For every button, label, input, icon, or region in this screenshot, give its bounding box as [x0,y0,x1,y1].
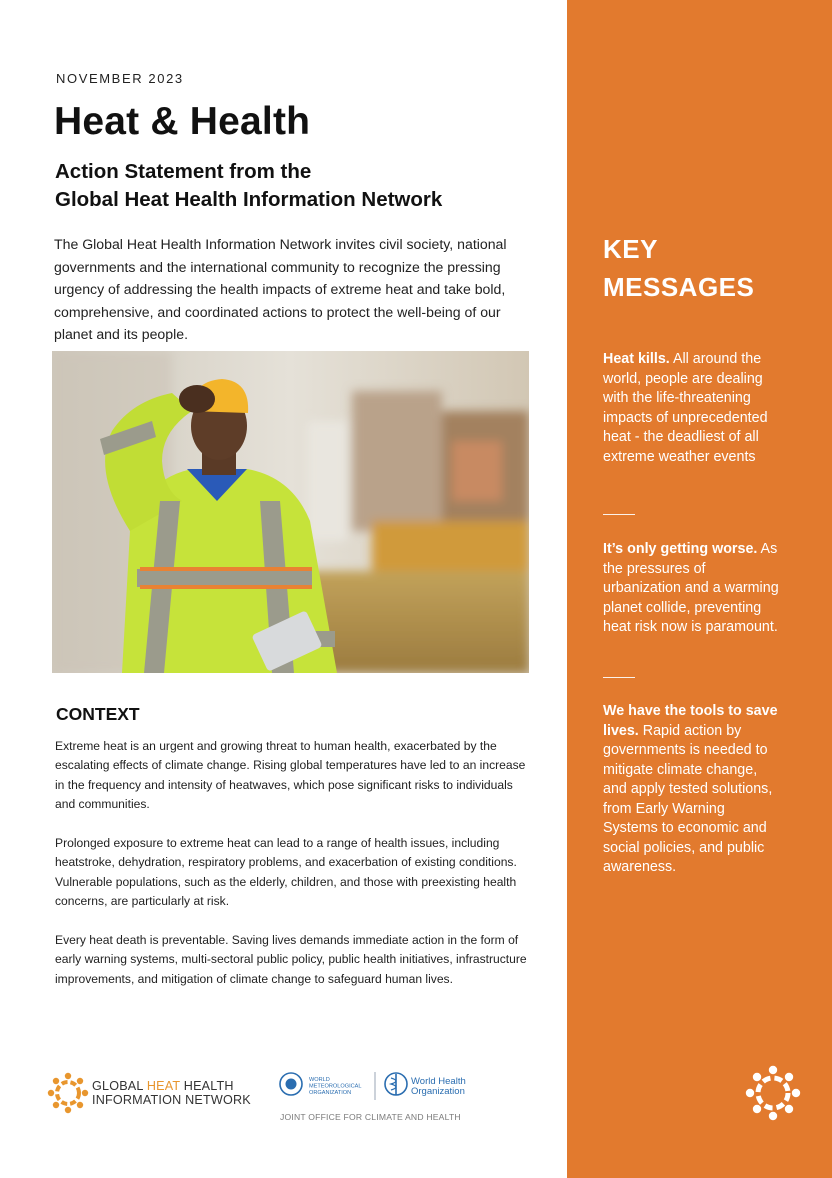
key-message-1 [603,350,783,467]
context-heading: CONTEXT [56,704,140,724]
ghhin-text-line-1 [92,1080,251,1094]
ghhin-text-line-2: INFORMATION NETWORK [92,1092,251,1107]
key-messages-title-line-1: KEY [603,234,658,264]
key-messages-title [603,230,754,306]
page-subtitle [55,158,545,214]
ghhin-word-heat: HEAT [146,1079,181,1093]
key-message-3 [603,702,783,878]
wmo-text-line-2: METEOROLOGICAL [309,1083,362,1090]
ghhin-logo-text [92,1080,251,1107]
ghhin-logo-icon [46,1071,90,1115]
subtitle-line-2: Global Heat Health Information Network [55,188,443,211]
subtitle-line-1: Action Statement from the [55,160,312,183]
key-message-1-lead: Heat kills. [603,351,670,367]
key-message-divider-2 [603,677,635,678]
who-text-line-2: Organization [411,1086,465,1097]
context-paragraph-2: Prolonged exposure to extreme heat can lead to a range of health issues, including heatstroke, dehydration, respiratory problems, and exacerbation of existing conditions. Vulnerable populations, such as the elderly, children, and those with preexisting health concerns, are particularly at risk. [55,836,517,909]
key-message-3-lead: We have the tools to save lives. [603,703,778,739]
ghhin-word-global: GLOBAL [92,1079,147,1093]
publication-date: NOVEMBER 2023 [56,71,184,86]
key-message-2-body: As the pressures of urbanization and a warming planet collide, preventing heat risk now is paramount. [603,541,779,635]
key-message-2-lead: It’s only getting worse. [603,541,758,557]
wmo-text-line-3: ORGANIZATION [309,1090,352,1096]
joint-office-label: JOINT OFFICE FOR CLIMATE AND HEALTH [280,1112,461,1122]
worker-photo [52,351,529,673]
wmo-who-logo-graphic [278,1068,468,1104]
worker-photo-illustration [52,351,529,673]
ghhin-word-health: HEALTH [180,1079,234,1093]
ghhin-white-logo-icon [743,1063,803,1123]
page-title: Heat & Health [54,100,311,143]
key-message-3-body: Rapid action by governments is needed to mitigate climate change, and apply tested solutions, from Early Warning Systems to economic and social policies, and public awareness. [603,722,773,875]
key-message-2 [603,540,783,638]
key-message-1-body: All around the world, people are dealing with the life-threatening impacts of unprecedented heat - the deadliest of all extreme weather events [603,351,768,465]
key-messages-title-line-2: MESSAGES [603,272,755,302]
who-text-line-1: World Health [411,1076,466,1087]
intro-paragraph: The Global Heat Health Information Network invites civil society, national governments and the international community to recognize the pressing urgency of addressing the health impacts of extreme heat and take bold, comprehensive, and coordinated actions to protect the well-being of our planet and its people. [54,236,507,342]
context-paragraph-3: Every heat death is preventable. Saving lives demands immediate action in the form of early warning systems, multi-sectoral public policy, public health initiatives, infrastructure improvements, and mitigation of climate change to safeguard human lives. [55,933,527,986]
wmo-who-logos [278,1068,468,1109]
context-body [55,737,533,1009]
wmo-text-line-1: WORLD [309,1077,330,1083]
context-paragraph-1: Extreme heat is an urgent and growing threat to human health, exacerbated by the escalating effects of climate change. Rising global temperatures have led to an increase in the frequency and intensity of heatwaves, which pose significant risks to individuals and communities. [55,739,526,812]
wmo-emblem-icon [286,1079,297,1090]
key-message-divider-1 [603,514,635,515]
